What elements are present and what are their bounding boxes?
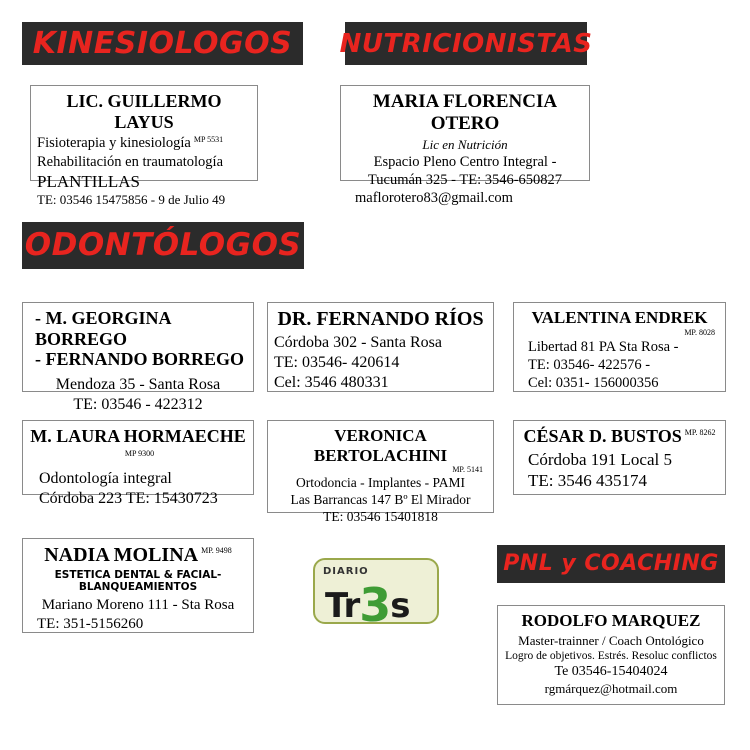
listing-address: Córdoba 191 Local 5 bbox=[528, 449, 672, 469]
logo-tr: Tr bbox=[325, 586, 360, 624]
listing-specialty: Ortodoncia - Implantes - PAMI bbox=[296, 475, 465, 491]
listing-specialty: Odontología integral bbox=[39, 470, 172, 488]
listing-name-2: - FERNANDO BORREGO bbox=[35, 349, 245, 370]
listing-name: VALENTINA ENDREK bbox=[531, 308, 708, 327]
listing-contact: TE: 03546 15401818 bbox=[323, 508, 438, 524]
listing-detail-2: Espacio Pleno Centro Integral - bbox=[373, 153, 557, 170]
diario-tres-logo bbox=[313, 558, 439, 624]
listing-detail-2: Rehabilitación en traumatología bbox=[37, 153, 224, 170]
listing-mp: MP. 8262 bbox=[684, 428, 716, 437]
listing-email[interactable]: rgmárquez@hotmail.com bbox=[544, 680, 678, 696]
listing-cell: Cel: 0351- 156000356 bbox=[528, 374, 659, 391]
logo-s: s bbox=[390, 586, 410, 624]
listing-specialty: Lic en Nutrición bbox=[422, 136, 508, 152]
listing-address: Mariano Moreno 111 - Sta Rosa bbox=[41, 597, 235, 613]
listing-contact: Tucumán 325 - TE: 3546-650827 bbox=[367, 172, 563, 189]
listing-name bbox=[520, 426, 719, 447]
listing-address: Libertad 81 PA Sta Rosa - bbox=[528, 338, 679, 355]
listing-card-rios bbox=[267, 302, 494, 392]
listing-contact: TE: 03546 15475856 - 9 de Julio 49 bbox=[37, 191, 226, 207]
listing-name: VERONICA BERTOLACHINI bbox=[313, 426, 448, 465]
listing-address: Mendoza 35 - Santa Rosa bbox=[55, 376, 221, 394]
section-banner-nutricionistas bbox=[339, 22, 593, 65]
listing-mp: MP 5531 bbox=[193, 134, 224, 144]
listing-contact: Córdoba 223 TE: 15430723 bbox=[39, 490, 218, 508]
listing-specialty: Fisioterapia y kinesiología bbox=[37, 135, 191, 152]
listing-detail bbox=[37, 134, 251, 152]
listing-card-hormaeche bbox=[22, 420, 254, 508]
listing-name: MARIA FLORENCIA OTERO bbox=[372, 91, 558, 134]
listing-name: - M. GEORGINA BORREGO bbox=[35, 308, 171, 349]
listing-contact: TE: 351-5156260 bbox=[37, 615, 144, 632]
section-banner-kinesiologos bbox=[22, 22, 303, 65]
listing-card-molina bbox=[22, 538, 254, 633]
listing-contact: TE: 03546- 420614 bbox=[274, 354, 400, 371]
listing-card-layus bbox=[30, 85, 258, 207]
listing-name-text: NADIA MOLINA bbox=[44, 544, 199, 566]
listing-services: Logro de objetivos. Estrés. Resoluc conflictos bbox=[505, 649, 717, 662]
listing-card-endrek bbox=[513, 302, 726, 392]
listing-name-text: M. LAURA HORMAECHE bbox=[30, 426, 246, 446]
listing-card-borrego bbox=[22, 302, 254, 414]
listing-mp: MP. 9498 bbox=[201, 546, 232, 556]
section-title-kinesiologos: KINESIOLOGOS bbox=[32, 25, 293, 61]
listing-contact: Te 03546-15404024 bbox=[554, 664, 668, 680]
listing-contact: TE: 3546 435174 bbox=[528, 470, 647, 490]
logo-diario-label: DIARIO bbox=[323, 566, 369, 577]
listing-mp: MP. 8028 bbox=[684, 327, 715, 337]
listing-address: Las Barrancas 147 Bº El Mirador bbox=[290, 491, 471, 507]
listing-specialty: ESTETICA DENTAL & FACIAL- BLANQUEAMIENTOS bbox=[54, 569, 222, 593]
section-banner-pnl bbox=[497, 545, 725, 583]
listing-card-otero bbox=[340, 85, 590, 207]
listing-address: Córdoba 302 - Santa Rosa bbox=[274, 334, 442, 351]
listing-highlight: PLANTILLAS bbox=[37, 171, 140, 191]
logo-wordmark bbox=[325, 574, 410, 624]
listing-mp: MP 9300 bbox=[124, 448, 155, 458]
listing-cell: Cel: 3546 480331 bbox=[274, 374, 389, 391]
listing-name: RODOLFO MARQUEZ bbox=[521, 611, 701, 630]
listing-name: LIC. GUILLERMO LAYUS bbox=[66, 91, 222, 132]
section-title-pnl: PNL y COACHING bbox=[503, 551, 719, 576]
logo-three: 3 bbox=[359, 578, 391, 624]
listing-mp: MP. 5141 bbox=[452, 465, 483, 475]
listing-name-text: CÉSAR D. BUSTOS bbox=[523, 426, 682, 446]
listing-card-marquez bbox=[497, 605, 725, 705]
listing-contact: TE: 03546- 422576 - bbox=[528, 356, 651, 373]
listing-email[interactable]: maflorotero83@gmail.com bbox=[355, 190, 513, 207]
section-banner-odontologos bbox=[22, 222, 304, 269]
listing-specialty: Master-trainner / Coach Ontológico bbox=[518, 632, 704, 648]
listing-name bbox=[29, 544, 247, 567]
listing-name: DR. FERNANDO RÍOS bbox=[277, 308, 484, 330]
section-title-odontologos: ODONTÓLOGOS bbox=[24, 227, 302, 263]
listing-card-bertolachini bbox=[267, 420, 494, 524]
listing-name bbox=[29, 426, 247, 467]
section-title-nutricionistas: NUTRICIONISTAS bbox=[339, 28, 593, 59]
listing-contact: TE: 03546 - 422312 bbox=[73, 396, 203, 414]
listing-card-bustos bbox=[513, 420, 726, 495]
